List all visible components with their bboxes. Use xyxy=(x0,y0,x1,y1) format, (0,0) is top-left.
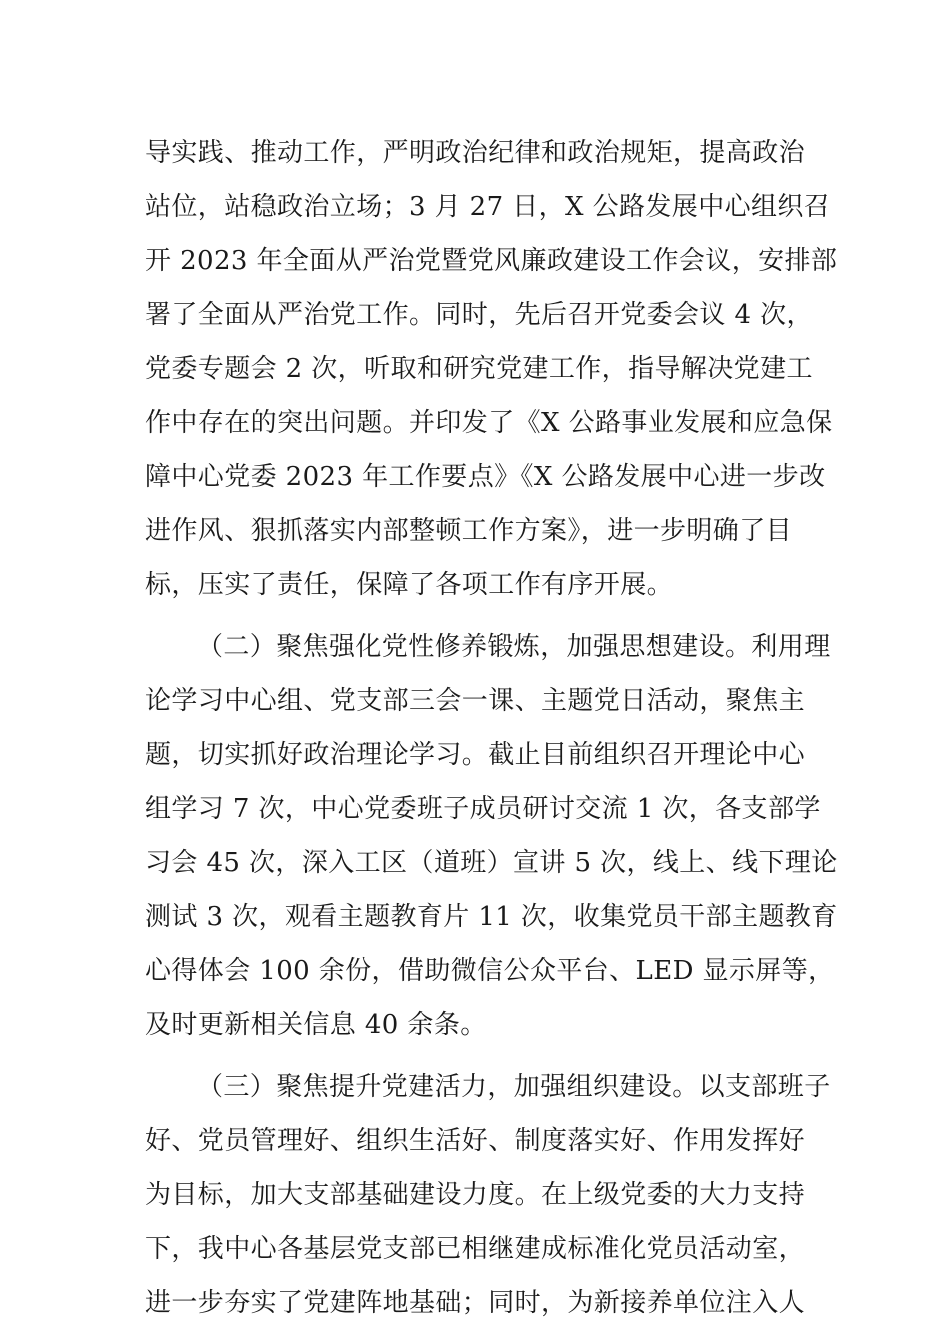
text-line: 站位，站稳政治立场；3 月 27 日，X 公路发展中心组织召 xyxy=(145,192,831,222)
text-line: 标，压实了责任，保障了各项工作有序开展。 xyxy=(145,570,674,600)
text-line: 题，切实抓好政治理论学习。截止目前组织召开理论中心 xyxy=(145,740,806,770)
text-line: 开 2023 年全面从严治党暨党风廉政建设工作会议，安排部 xyxy=(145,246,838,276)
text-line: 及时更新相关信息 40 余条。 xyxy=(145,1010,487,1040)
text-line: 下，我中心各基层党支部已相继建成标准化党员活动室， xyxy=(145,1234,806,1264)
text-line: 习会 45 次，深入工区（道班）宣讲 5 次，线上、线下理论 xyxy=(145,848,838,878)
text-line: （二）聚焦强化党性修养锻炼，加强思想建设。利用理 xyxy=(197,632,831,662)
text-line: 为目标，加大支部基础建设力度。在上级党委的大力支持 xyxy=(145,1180,806,1210)
text-line: 好、党员管理好、组织生活好、制度落实好、作用发挥好 xyxy=(145,1126,806,1156)
text-line: 论学习中心组、党支部三会一课、主题党日活动，聚焦主 xyxy=(145,686,806,716)
text-line: 组学习 7 次，中心党委班子成员研讨交流 1 次，各支部学 xyxy=(145,794,821,824)
text-line: 障中心党委 2023 年工作要点》《X 公路发展中心进一步改 xyxy=(145,462,826,492)
text-line: 进一步夯实了党建阵地基础；同时，为新接养单位注入人 xyxy=(145,1288,806,1318)
text-line: 署了全面从严治党工作。同时，先后召开党委会议 4 次， xyxy=(145,300,813,330)
paragraph-spacer xyxy=(145,612,815,620)
text-line: 进作风、狠抓落实内部整顿工作方案》，进一步明确了目 xyxy=(145,516,793,546)
text-line: 导实践、推动工作，严明政治纪律和政治规矩，提高政治 xyxy=(145,138,806,168)
paragraph-party-leadership xyxy=(145,126,838,612)
paragraph-spacer xyxy=(145,1052,815,1060)
paragraph-organization-building xyxy=(145,1060,831,1330)
document-body xyxy=(145,126,838,1330)
text-line: 党委专题会 2 次，听取和研究党建工作，指导解决党建工 xyxy=(145,354,813,384)
text-line: 作中存在的突出问题。并印发了《X 公路事业发展和应急保 xyxy=(145,408,833,438)
text-line: 心得体会 100 余份，借助微信公众平台、LED 显示屏等， xyxy=(145,956,835,986)
paragraph-ideological-building xyxy=(145,620,838,1052)
text-line: 测试 3 次，观看主题教育片 11 次，收集党员干部主题教育 xyxy=(145,902,838,932)
text-line: （三）聚焦提升党建活力，加强组织建设。以支部班子 xyxy=(197,1072,831,1102)
